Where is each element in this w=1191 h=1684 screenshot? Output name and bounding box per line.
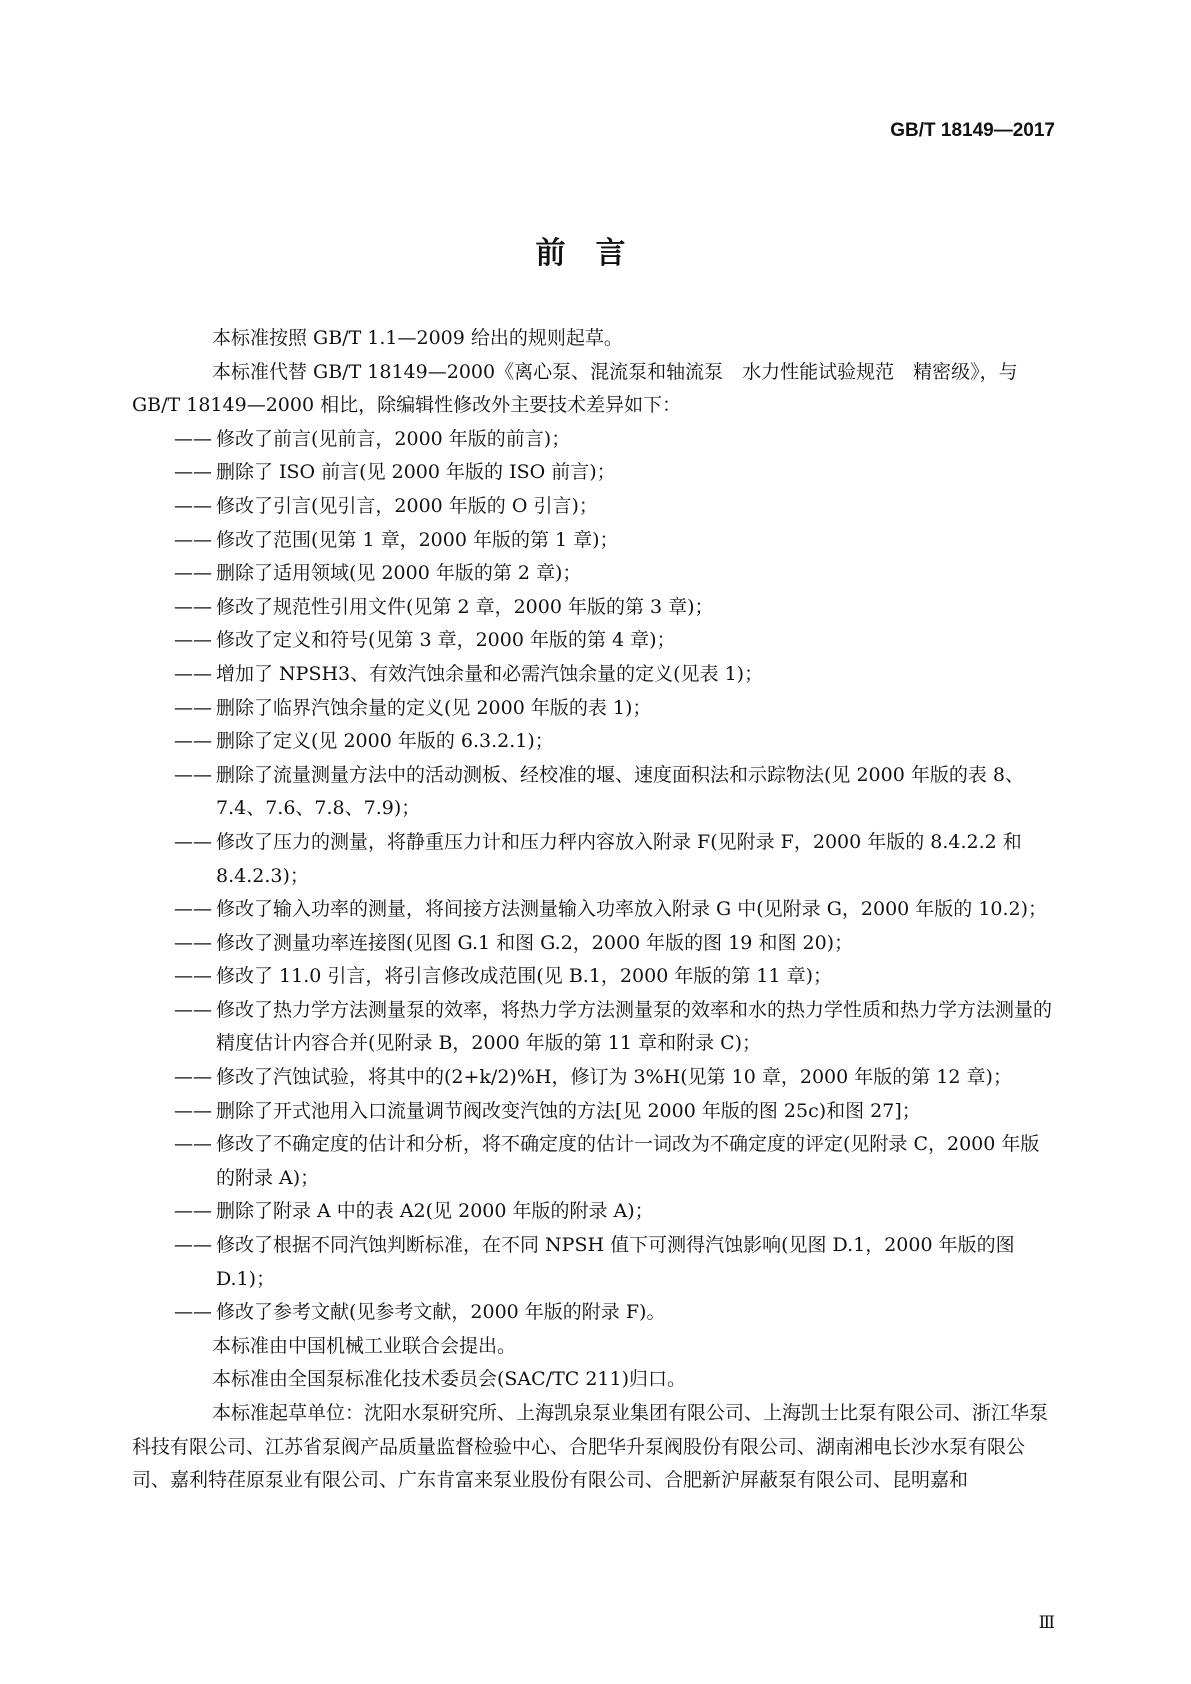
- intro-paragraph: 本标准按照 GB/T 1.1—2009 给出的规则起草。: [212, 327, 623, 349]
- change-list: [174, 423, 1054, 1330]
- change-item: [174, 893, 1054, 927]
- change-item-text: 删除了流量测量方法中的活动测板、经校准的堰、速度面积法和示踪物法(见 2000 年版的表 8、7.4、7.6、7.8、7.9)；: [216, 763, 1024, 820]
- change-item: [174, 1229, 1054, 1296]
- dash-marker: ——: [174, 830, 212, 853]
- change-item-text: 修改了根据不同汽蚀判断标准，在不同 NPSH 值下可测得汽蚀影响(见图 D.1，2000 年版的图 D.1)；: [216, 1234, 1015, 1290]
- change-item-text: 修改了范围(见第 1 章，2000 年版的第 1 章)；: [216, 528, 619, 551]
- dash-marker: ——: [174, 1133, 212, 1156]
- change-item: [174, 1061, 1054, 1095]
- dash-marker: ——: [174, 1200, 212, 1223]
- dash-marker: ——: [174, 730, 212, 753]
- change-item: [174, 759, 1054, 826]
- dash-marker: ——: [174, 427, 212, 450]
- dash-marker: ——: [174, 662, 212, 685]
- change-item-text: 修改了不确定度的估计和分析，将不确定度的估计一词改为不确定度的评定(见附录 C，2000 年版的附录 A)；: [216, 1133, 1040, 1189]
- dash-marker: ——: [174, 931, 212, 954]
- change-item: [174, 960, 1054, 994]
- change-item: [174, 658, 1054, 692]
- change-item-text: 修改了定义和符号(见第 3 章，2000 年版的第 4 章)；: [216, 629, 676, 652]
- change-item: [174, 591, 1054, 625]
- dash-marker: ——: [174, 461, 212, 484]
- change-item: [174, 423, 1054, 457]
- intro-paragraph: 本标准代替 GB/T 18149—2000《离心泵、混流泵和轴流泵 水力性能试验规范 精密级》，与 GB/T 18149—2000 相比，除编辑性修改外主要技术差异如下：: [132, 360, 1018, 417]
- change-item-text: 修改了热力学方法测量泵的效率，将热力学方法测量泵的效率和水的热力学性质和热力学方法测量的精度估计内容合并(见附录 B，2000 年版的第 11 章和附录 C)；: [216, 998, 1053, 1055]
- change-item-text: 修改了测量功率连接图(见图 G.1 和图 G.2，2000 年版的图 19 和图 20)；: [216, 931, 854, 954]
- dash-marker: ——: [174, 696, 212, 719]
- dash-marker: ——: [174, 1099, 212, 1122]
- change-item-text: 增加了 NPSH3、有效汽蚀余量和必需汽蚀余量的定义(见表 1)；: [216, 662, 764, 685]
- change-item: [174, 456, 1054, 490]
- dash-marker: ——: [174, 528, 212, 551]
- change-item: [174, 524, 1054, 558]
- change-item-text: 删除了开式池用入口流量调节阀改变汽蚀的方法[见 2000 年版的图 25c)和图 27]；: [216, 1099, 921, 1122]
- change-item-text: 修改了输入功率的测量，将间接方法测量输入功率放入附录 G 中(见附录 G，2000 年版的 10.2)；: [216, 898, 1048, 921]
- closing-paragraph: 本标准由全国泵标准化技术委员会(SAC/TC 211)归口。: [212, 1368, 687, 1391]
- document-body: [132, 322, 1054, 1498]
- page-title: 前言: [535, 236, 656, 271]
- change-item: [174, 692, 1054, 726]
- dash-marker: ——: [174, 965, 212, 988]
- dash-marker: ——: [174, 494, 212, 517]
- change-item-text: 修改了参考文献(见参考文献，2000 年版的附录 F)。: [216, 1301, 666, 1324]
- closing-paragraph: 本标准起草单位：沈阳水泵研究所、上海凯泉泵业集团有限公司、上海凯士比泵有限公司、浙江华泵科技有限公司、江苏省泵阀产品质量监督检验中心、合肥华升泵阀股份有限公司、湖南湘电长沙水泵有限公司、嘉利特荏原泵业有限公司、广东肯富来泵业股份有限公司、合肥新沪屏蔽泵有限公司、昆明嘉和: [132, 1402, 1049, 1492]
- change-item-text: 修改了汽蚀试验，将其中的(2+k/2)%H，修订为 3%H(见第 10 章，2000 年版的第 12 章)；: [216, 1066, 1012, 1089]
- change-item: [174, 1128, 1054, 1195]
- change-item: [174, 826, 1054, 893]
- change-item-text: 删除了定义(见 2000 年版的 6.3.2.1)；: [216, 730, 554, 753]
- dash-marker: ——: [174, 998, 212, 1021]
- dash-marker: ——: [174, 763, 212, 786]
- dash-marker: ——: [174, 1066, 212, 1089]
- change-item-text: 修改了引言(见引言，2000 年版的 O 引言)；: [216, 494, 598, 517]
- change-item-text: 删除了临界汽蚀余量的定义(见 2000 年版的表 1)；: [216, 696, 652, 719]
- change-item-text: 修改了 11.0 引言，将引言修改成范围(见 B.1，2000 年版的第 11 章)；: [216, 965, 832, 988]
- page-number: Ⅲ: [1038, 1613, 1055, 1633]
- dash-marker: ——: [174, 1301, 212, 1324]
- change-item: [174, 557, 1054, 591]
- change-item: [174, 490, 1054, 524]
- change-item: [174, 1095, 1054, 1129]
- change-item-text: 修改了前言(见前言，2000 年版的前言)；: [216, 427, 571, 450]
- dash-marker: ——: [174, 562, 212, 585]
- change-item-text: 删除了适用领域(见 2000 年版的第 2 章)；: [216, 562, 582, 585]
- change-item-text: 删除了附录 A 中的表 A2(见 2000 年版的附录 A)；: [216, 1200, 654, 1223]
- change-item: [174, 624, 1054, 658]
- change-item-text: 删除了 ISO 前言(见 2000 年版的 ISO 前言)；: [216, 461, 616, 484]
- change-item-text: 修改了规范性引用文件(见第 2 章，2000 年版的第 3 章)；: [216, 595, 714, 618]
- standard-code: GB/T 18149—2017: [890, 120, 1055, 141]
- change-item: [174, 1195, 1054, 1229]
- change-item: [174, 994, 1054, 1061]
- change-item-text: 修改了压力的测量，将静重压力计和压力秤内容放入附录 F(见附录 F，2000 年版的 8.4.2.2 和 8.4.2.3)；: [216, 830, 1022, 887]
- dash-marker: ——: [174, 595, 212, 618]
- change-item: [174, 1296, 1054, 1330]
- dash-marker: ——: [174, 1234, 212, 1257]
- dash-marker: ——: [174, 629, 212, 652]
- change-item: [174, 725, 1054, 759]
- dash-marker: ——: [174, 898, 212, 921]
- closing-paragraph: 本标准由中国机械工业联合会提出。: [212, 1334, 517, 1357]
- change-item: [174, 927, 1054, 961]
